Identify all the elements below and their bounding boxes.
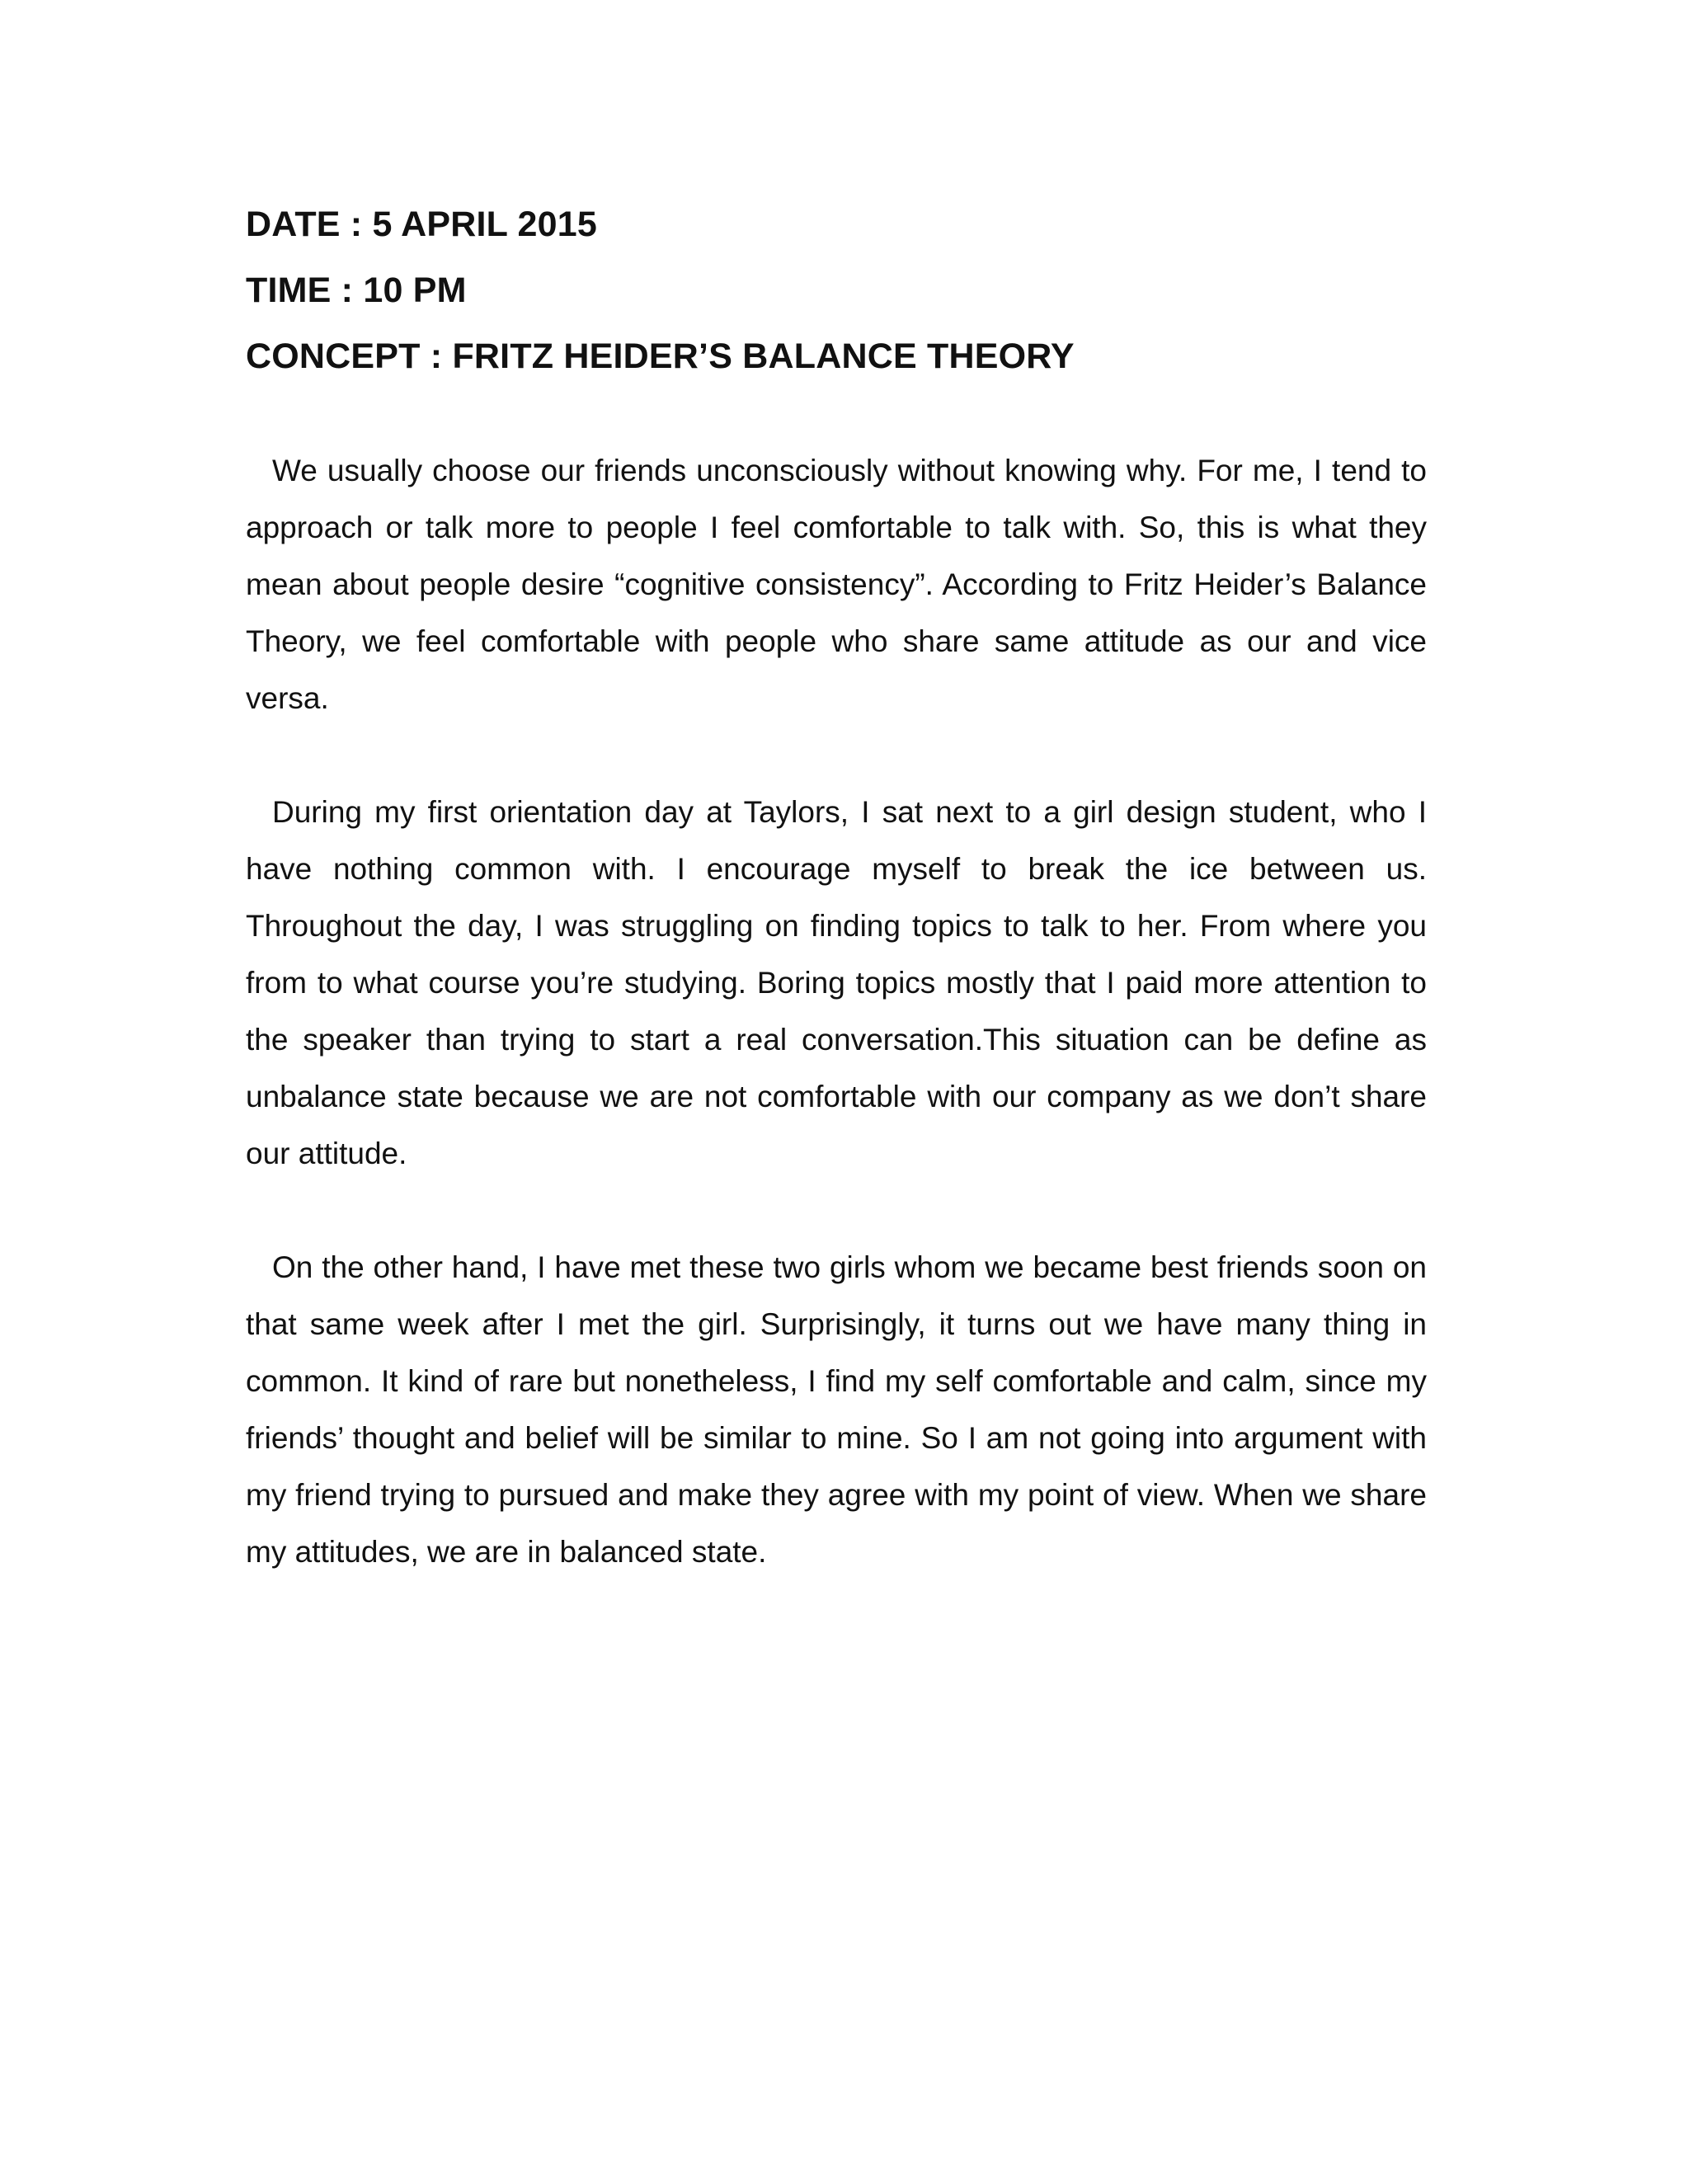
document-content xyxy=(246,191,1427,1637)
paragraph-1: We usually choose our friends unconsciously without knowing why. For me, I tend to approach or talk more to people I feel comfortable to talk with. So, this is what they mean about people desire “cognitive consistency”. According to Fritz Heider’s Balance Theory, we feel comfortable with people who share same attitude as our and vice versa. xyxy=(246,454,1427,715)
concept-heading: CONCEPT : FRITZ HEIDER’S BALANCE THEORY xyxy=(246,337,1075,376)
date-heading: DATE : 5 APRIL 2015 xyxy=(246,205,597,244)
body-text xyxy=(246,442,1427,1580)
paragraph-2: During my first orientation day at Taylors, I sat next to a girl design student, who I have nothing common with. I encourage myself to break the ice between us. Throughout the day, I was struggling on finding topics to talk to her. From where you from to what course you’re studying. Boring topics mostly that I paid more attention to the speaker than trying to start a real conversation.This situation can be define as unbalance state because we are not comfortable with our company as we don’t share our attitude. xyxy=(246,795,1427,1170)
paragraph-3: On the other hand, I have met these two girls whom we became best friends soon on that same week after I met the girl. Surprisingly, it turns out we have many thing in common. It kind of rare but nonetheless, I find my self comfortable and calm, since my friends’ thought and belief will be similar to mine. So I am not going into argument with my friend trying to pursued and make they agree with my point of view. When we share my attitudes, we are in balanced state. xyxy=(246,1250,1427,1569)
time-heading: TIME : 10 PM xyxy=(246,271,467,310)
